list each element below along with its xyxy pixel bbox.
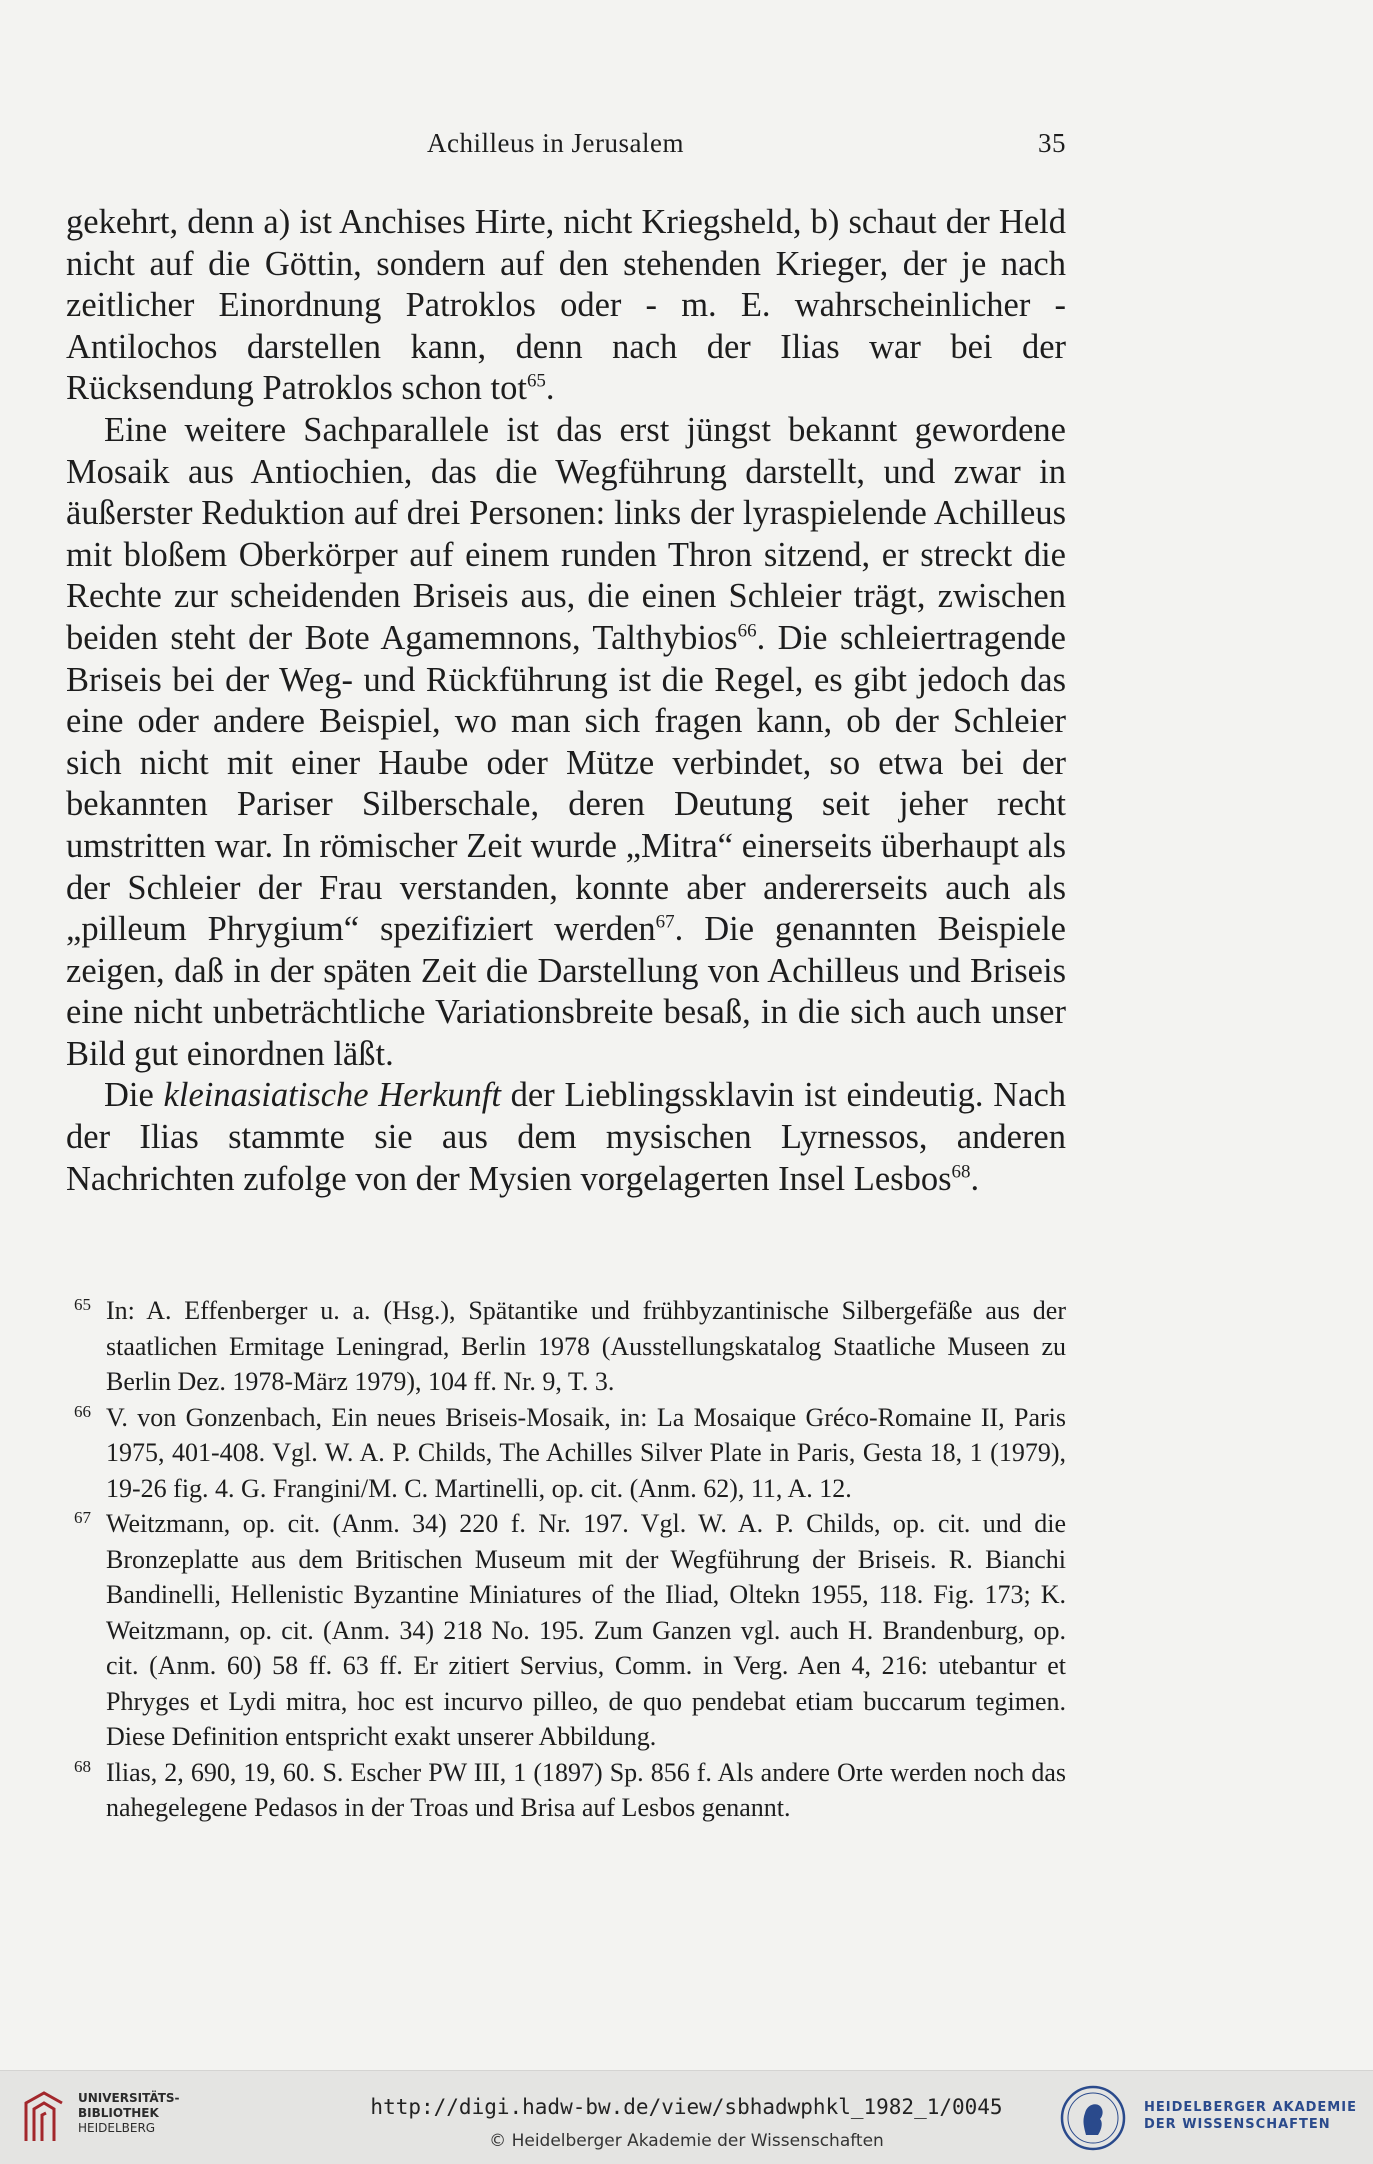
text-run: Eine weitere Sachparallele ist das erst jüngst bekannt gewordene Mosaik aus Antiochien, das die Wegführung darstellt, und zwar in äußerster Reduktion auf drei Personen: links der lyraspielende Achilleus mit bloßem Oberkörper auf einem runden Thron sitzend, er streckt die Rechte zur scheidenden Briseis aus, die einen Schleier trägt, zwischen beiden steht der Bote Agamemnons, Talthybios xyxy=(66,410,1066,657)
footnote-reference[interactable]: 66 xyxy=(737,620,757,642)
viewer-footer xyxy=(0,2070,1373,2164)
footnote-number: 66 xyxy=(74,1401,91,1421)
permalink-url[interactable]: http://digi.hadw-bw.de/view/sbhadwphkl_1982_1/0045 xyxy=(370,2095,1003,2119)
emphasis-text: kleinasiatische Herkunft xyxy=(163,1076,501,1115)
text-run: . Die genannten Beispiele zeigen, daß in der späten Zeit die Darstellung von Achilleus und Briseis eine nicht unbeträchtliche Variationsbreite besaß, in die sich auch unser Bild gut einordnen läßt. xyxy=(66,910,1066,1073)
footnote-number: 68 xyxy=(74,1756,91,1776)
academy-seal-icon[interactable] xyxy=(1060,2085,1126,2151)
footnote xyxy=(66,1293,1066,1400)
footnotes xyxy=(66,1293,1066,1826)
footnote-reference[interactable]: 68 xyxy=(951,1161,971,1183)
footnote-number: 67 xyxy=(74,1508,91,1527)
text-run: . xyxy=(545,369,555,408)
running-head-title: Achilleus in Jerusalem xyxy=(427,128,684,158)
academy-name xyxy=(1144,2099,1357,2133)
paragraph xyxy=(66,410,1066,1076)
footnote xyxy=(66,1755,1066,1826)
footnote xyxy=(66,1506,1066,1755)
text-run: gekehrt, denn a) ist Anchises Hirte, nicht Kriegsheld, b) schaut der Held nicht auf die Göttin, sondern auf den stehenden Krieger, der je nach zeitlicher Einordnung Patroklos oder - m. E. wahrscheinlicher - Antilochos darstellen kann, denn nach der Ilias war bei der Rücksendung Patroklos schon tot xyxy=(66,203,1066,408)
academy-line-2: DER WISSENSCHAFTEN xyxy=(1144,2117,1331,2132)
footnote-number: 65 xyxy=(74,1295,91,1314)
body-text xyxy=(66,202,1066,1200)
footnote xyxy=(66,1400,1066,1507)
library-line-1: UNIVERSITÄTS- xyxy=(78,2091,180,2105)
footnote-text: V. von Gonzenbach, Ein neues Briseis-Mosaik, in: La Mosaique Gréco-Romaine II, Paris 1975, 401-408. Vgl. W. A. P. Childs, The Achilles Silver Plate in Paris, Gesta 18, 1 (1979), 19-26 fig. 4. G. Frangini/M. C. Martinelli, op. cit. (Anm. 62), 11, A. 12. xyxy=(106,1402,1066,1503)
footnote-reference[interactable]: 65 xyxy=(526,370,546,392)
text-run: . Die schleiertragende Briseis bei der Weg- und Rückführung ist die Regel, es gibt jedoch das eine oder andere Beispiel, wo man sich fragen kann, ob der Schleier sich nicht mit einer Haube oder Mütze verbindet, so etwa bei der bekannten Pariser Silberschale, deren Deutung seit jeher recht umstritten war. In römischer Zeit wurde „Mitra“ einerseits überhaupt als der Schleier der Frau verstanden, konnte aber andererseits auch als „pilleum Phrygium“ spezifiziert werden xyxy=(66,618,1066,949)
text-run: Die xyxy=(104,1076,164,1115)
copyright-notice: © Heidelberger Akademie der Wissenschaften xyxy=(489,2131,884,2151)
footnote-reference[interactable]: 67 xyxy=(655,911,675,933)
paragraph xyxy=(66,202,1066,410)
footnote-text: Ilias, 2, 690, 19, 60. S. Escher PW III, 1 (1897) Sp. 856 f. Als andere Orte werden noch das nahegelegene Pedasos in der Troas und Brisa auf Lesbos genannt. xyxy=(106,1757,1066,1822)
running-head xyxy=(66,128,1066,168)
library-line-2: BIBLIOTHEK xyxy=(78,2106,159,2120)
footnote-text: Weitzmann, op. cit. (Anm. 34) 220 f. Nr. 197. Vgl. W. A. P. Childs, op. cit. und die Bronzeplatte aus dem Britischen Museum mit der Wegführung der Briseis. R. Bianchi Bandinelli, Hellenistic Byzantine Miniatures of the Iliad, Oltekn 1955, 118. Fig. 173; K. Weitzmann, op. cit. (Anm. 34) 218 No. 195. Zum Ganzen vgl. auch H. Brandenburg, op. cit. (Anm. 60) 58 ff. 63 ff. Er zitiert Servius, Comm. in Verg. Aen 4, 216: utebantur et Phryges et Lydi mitra, hoc est incurvo pilleo, de quo pendebat etiam buccarum tegimen. Diese Definition entspricht exakt unserer Abbildung. xyxy=(106,1509,1066,1751)
text-run: . xyxy=(970,1159,980,1198)
library-line-3: HEIDELBERG xyxy=(78,2121,156,2135)
page-number: 35 xyxy=(1038,128,1066,158)
text-run: der Lieblingssklavin ist eindeutig. Nach der Ilias stammte sie aus dem mysischen Lyrnessos, anderen Nachrichten zufolge von der Mysien vorgelagerten Insel Lesbos xyxy=(66,1076,1067,1198)
footnote-text: In: A. Effenberger u. a. (Hsg.), Spätantike und frühbyzantinische Silbergefäße aus der staatlichen Ermitage Leningrad, Berlin 1978 (Ausstellungskatalog Staatliche Museen zu Berlin Dez. 1978-März 1979), 104 ff. Nr. 9, T. 3. xyxy=(106,1296,1066,1396)
academy-line-1: HEIDELBERGER AKADEMIE xyxy=(1144,2100,1357,2115)
paragraph xyxy=(66,1075,1066,1200)
